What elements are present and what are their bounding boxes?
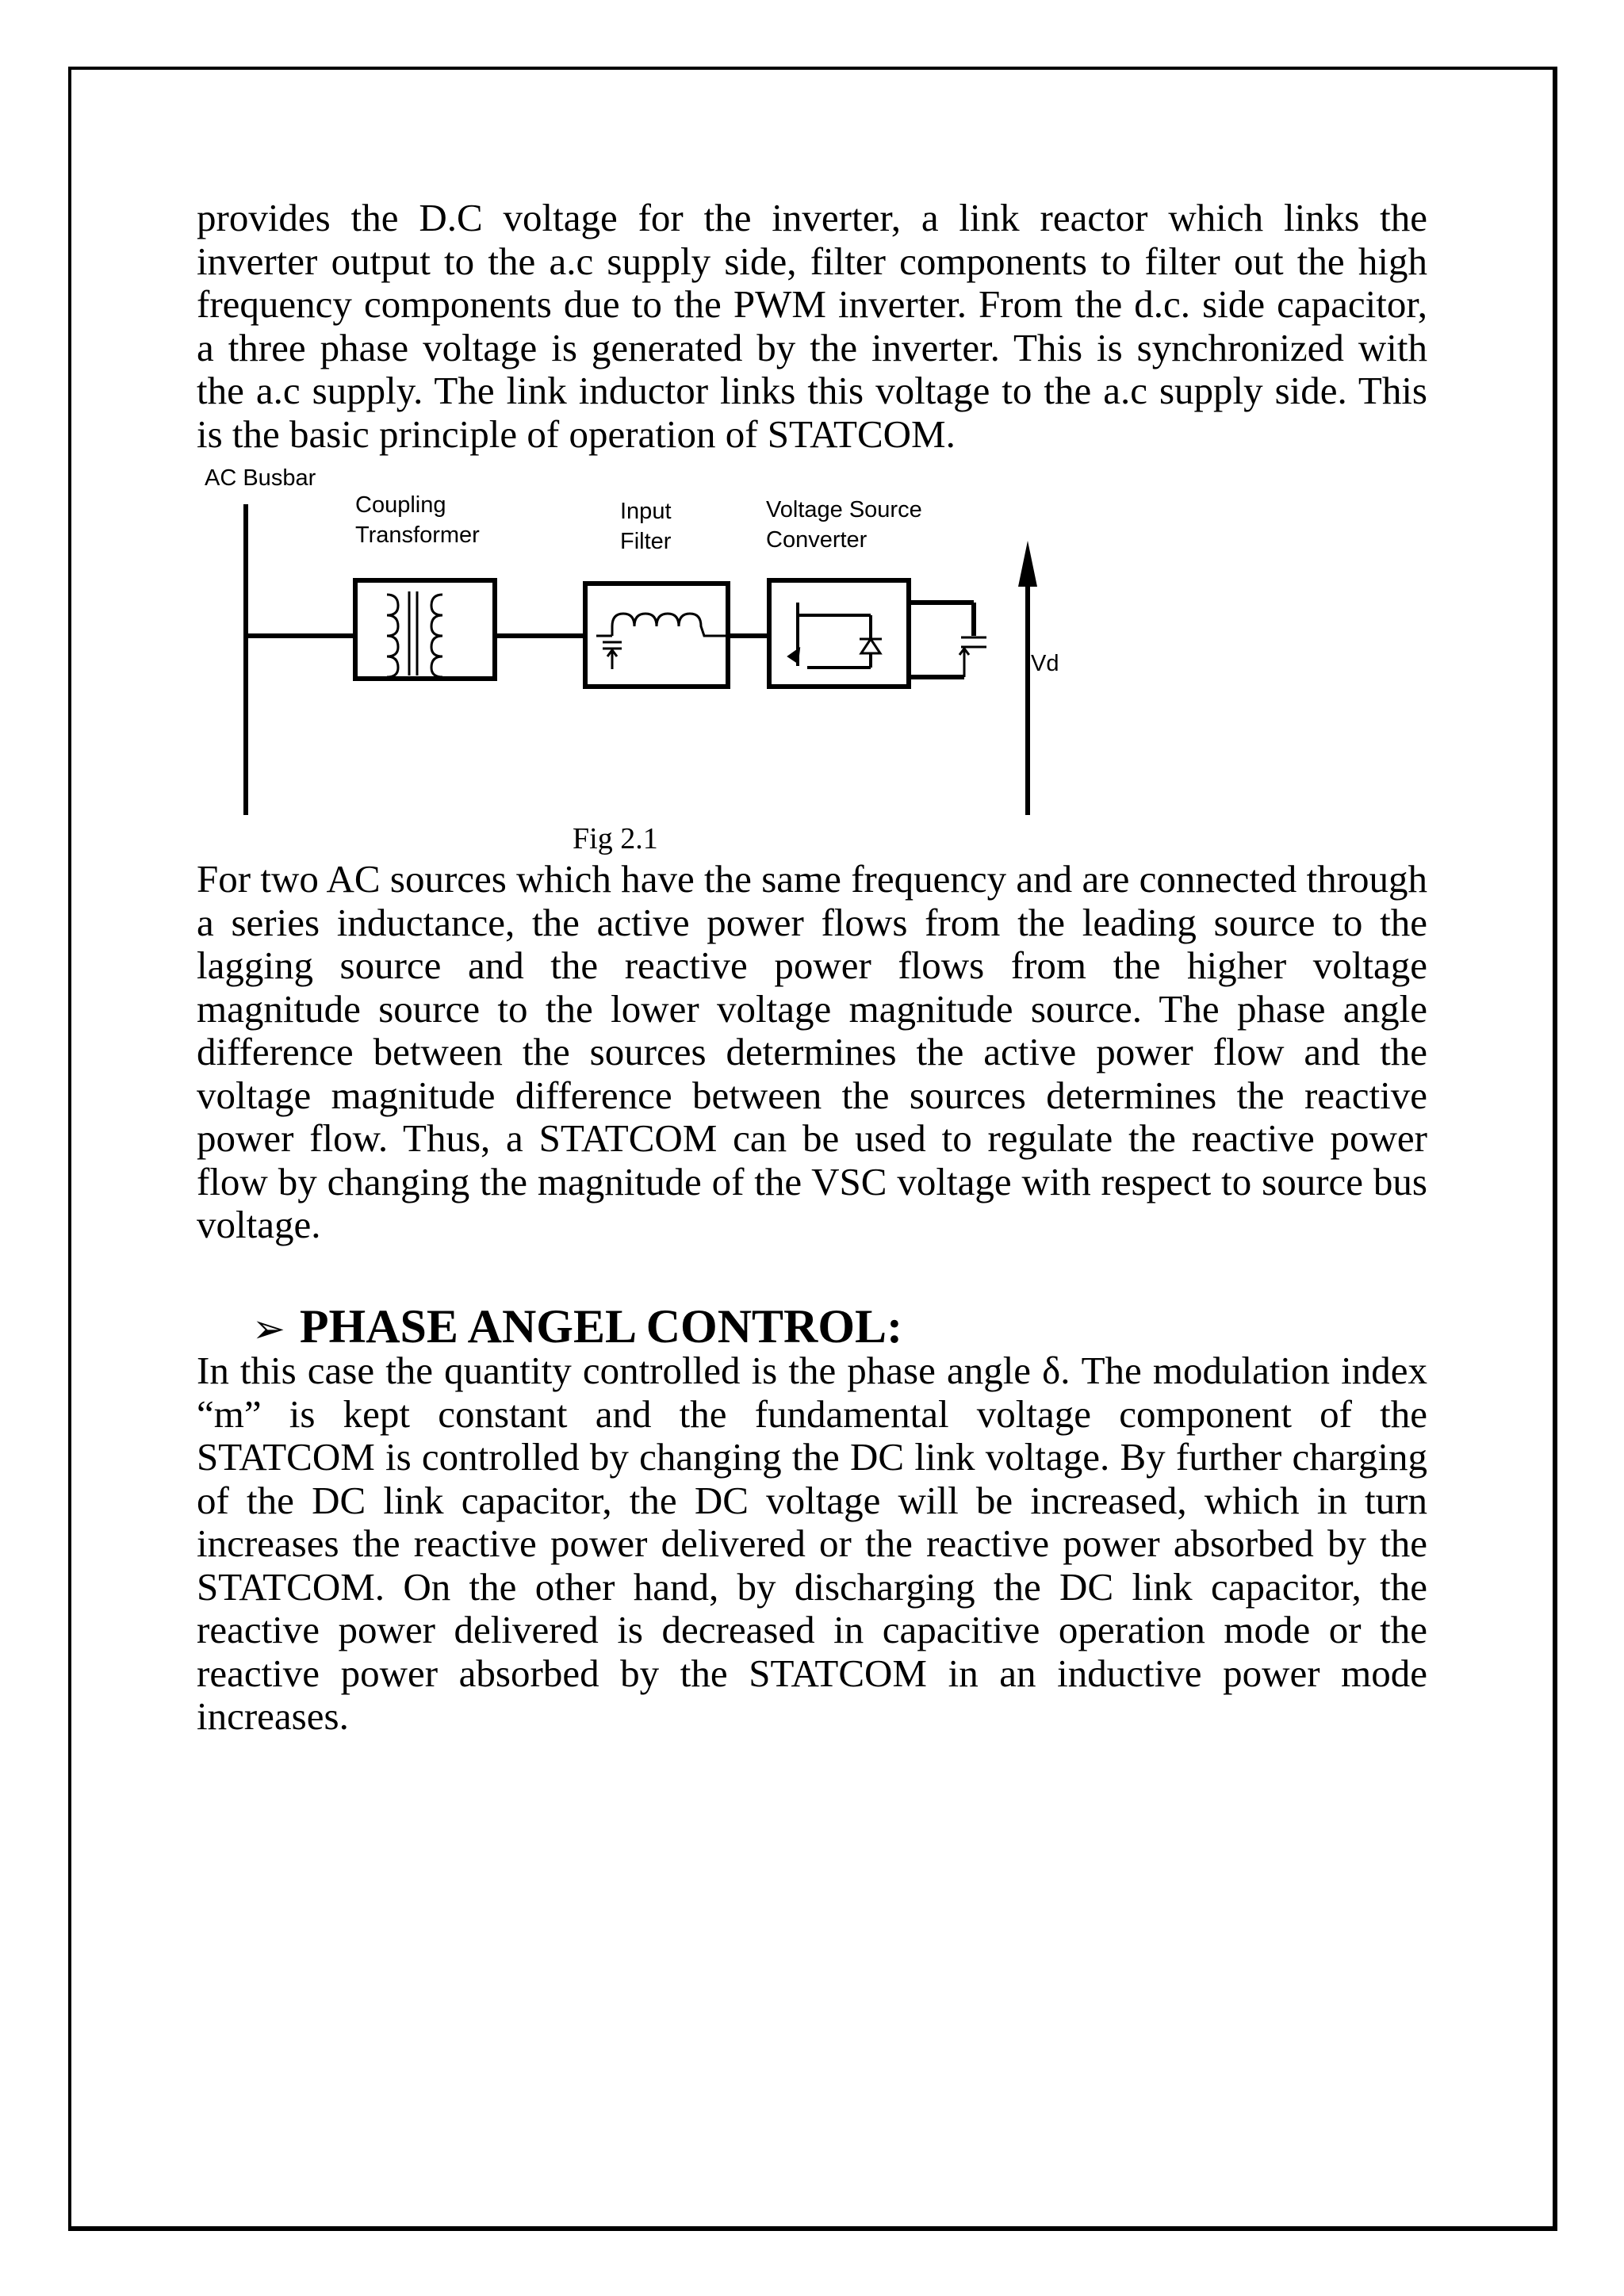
transformer-coils-icon [387,591,442,677]
coupling-transformer-box [355,580,495,679]
label-ac-busbar: AC Busbar [205,465,316,491]
label-filter: Filter [620,529,672,554]
statcom-block-diagram [197,460,1069,817]
label-vd: Vd [1031,651,1059,676]
vd-arrow-head [1018,541,1037,587]
dc-capacitor-icon [959,637,986,677]
figure-caption: Fig 2.1 [573,822,658,855]
paragraph-power-flow: For two AC sources which have the same frequency and are connected through a series inductance, the active power flows from the leading source to the lagging source and the reactive power flows from the higher voltage magnitude source to the lower voltage magnitude source. The phase angle difference between the sources determines the active power flow and the voltage magnitude difference between the sources determines the reactive power flow. Thus, a STATCOM can be used to regulate the reactive power flow by changing the magnitude of the VSC voltage with respect to source bus voltage. [197,857,1427,1246]
filter-inductor-icon [596,614,728,669]
vsc-switch-diode-icon [788,603,882,668]
label-transformer: Transformer [355,522,480,548]
paragraph-statcom-principle: provides the D.C voltage for the inverter, a link reactor which links the inverter output to the a.c supply side, filter components to filter out the high frequency components due to the PWM inverter. From the d.c. side capacitor, a three phase voltage is generated by the inverter. This is synchronized with the a.c supply. The link inductor links this voltage to the a.c supply side. This is the basic principle of operation of STATCOM. [197,196,1427,456]
label-input: Input [620,499,672,524]
bullet-arrow-icon: ➢ [252,1306,285,1352]
paragraph-phase-angle-control: In this case the quantity controlled is the phase angle δ. The modulation index “m” is kept constant and the fundamental voltage component of the STATCOM is controlled by changing the DC link voltage. By further charging of the DC link capacitor, the DC voltage will be increased, which in turn increases the reactive power delivered or the reactive power absorbed by the STATCOM. On the other hand, by discharging the DC link capacitor, the reactive power delivered is decreased in capacitive operation mode or the reactive power absorbed by the STATCOM in an inductive power mode increases. [197,1349,1427,1738]
vsc-box [769,580,909,687]
label-coupling: Coupling [355,492,446,518]
label-voltage-source: Voltage Source [766,497,922,522]
label-converter: Converter [766,527,868,553]
section-heading-text: PHASE ANGEL CONTROL: [299,1300,903,1353]
